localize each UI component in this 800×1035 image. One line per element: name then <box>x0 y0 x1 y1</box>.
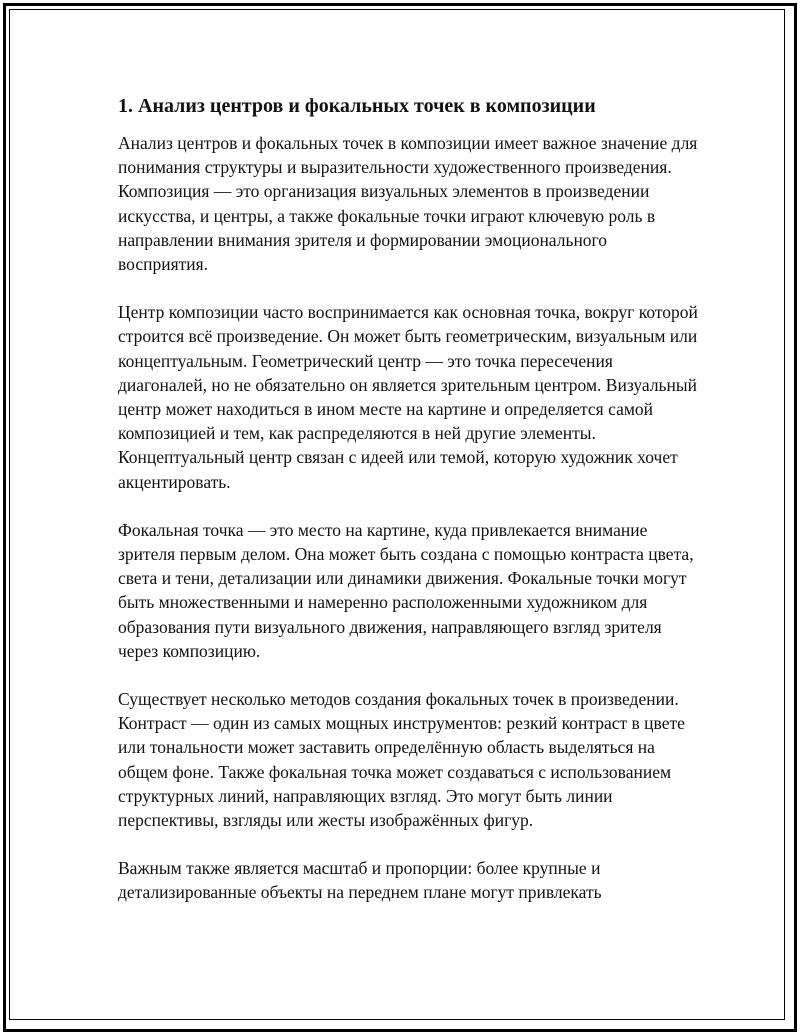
paragraph-2: Центр композиции часто воспринимается как основная точка, вокруг которой строится всё произведение. Он может быть геометрическим, визуальным или концептуальным. Геометрический центр — это точка пересечения диагоналей, но не обязательно он является зрительным центром. Визуальный центр может находиться в ином месте на картине и определяется самой композицией и тем, как распределяются в ней другие элементы. Концептуальный центр связан с идеей или темой, которую художник хочет акцентировать. <box>118 302 698 492</box>
paragraph-3: Фокальная точка — это место на картине, куда привлекается внимание зрителя первым делом. Она может быть создана с помощью контраста цвета, света и тени, детализации или динамики движения. Фокальные точки могут быть множественными и намеренно расположенными художником для образования пути визуального движения, направляющего взгляд зрителя через композицию. <box>118 519 694 661</box>
paragraph-4: Существует несколько методов создания фокальных точек в произведении. Контраст — один из самых мощных инструментов: резкий контраст в цвете или тональности может заставить определённую область выделяться на общем фоне. Также фокальная точка может создаваться с использованием структурных линий, направляющих взгляд. Это могут быть линии перспективы, взгляды или жесты изображённых фигур. <box>118 689 685 831</box>
document-body <box>118 92 698 929</box>
section-heading: 1. Анализ центров и фокальных точек в композиции <box>118 95 596 117</box>
paragraph-1: Анализ центров и фокальных точек в композиции имеет важное значение для понимания структуры и выразительности художественного произведения. Композиция — это организация визуальных элементов в произведении искусства, и центры, а также фокальные точки играют ключевую роль в направлении внимания зрителя и формировании эмоционального восприятия. <box>118 133 698 275</box>
paragraph-5: Важным также является масштаб и пропорции: более крупные и детализированные объекты на переднем плане могут привлекать <box>118 858 602 903</box>
